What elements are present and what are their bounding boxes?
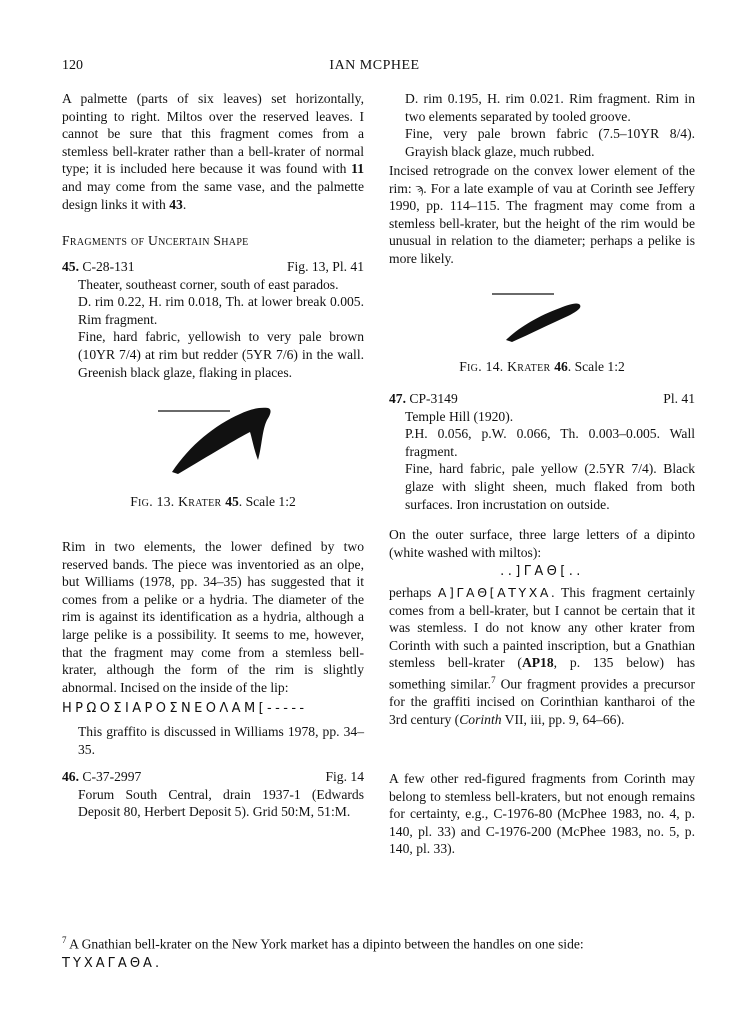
- restored-inscription: Α]ΓΑΘ[ΑΤΥΧΑ: [437, 585, 552, 600]
- graffito-note: This graffito is discussed in Williams 1978, pp. 34–35.: [78, 724, 364, 757]
- entry-number: 46.: [62, 769, 79, 784]
- entry-inventory: C-28-131: [79, 259, 135, 274]
- entry-number: 47.: [389, 391, 406, 406]
- entry-figref: Fig. 13, Pl. 41: [286, 259, 364, 274]
- fabric: Fine, hard fabric, yellowish to very pale brown (10YR 7/4) at rim but redder (5YR 7/6) in the wall. Greenish black glaze, flaking in places.: [78, 329, 364, 380]
- fabric: Fine, very pale brown fabric (7.5–10YR 8/4). Grayish black glaze, much rubbed.: [405, 126, 695, 159]
- entry-46-continued: [389, 90, 695, 160]
- figure-13-profile: [150, 400, 280, 475]
- final-paragraph: A few other red-figured fragments from Corinth may belong to stemless bell-kraters, but not enough remains for certainty, e.g., C-1976-80 (McPhee 1983, no. 4, p. 140, pl. 33) and C-1976-200 (McPhee 1983, no. 5, p. 140, pl. 33).: [389, 771, 695, 857]
- entry-46: [62, 768, 364, 821]
- footnote-number: 7: [62, 935, 67, 945]
- figure-14-profile: [488, 288, 598, 348]
- entry-number: 45.: [62, 259, 79, 274]
- rim-paragraph: Rim in two elements, the lower defined by two reserved bands. The piece was inventoried as an olpe, but Williams (1978, pp. 34–35) has suggested that it comes from a pelike or a hydria. The diameter of the rim is against its identification as a hydria, although a large pelike is a possibility. It seems to me, however, that the fragment may come from a stemless bell-krater, although the form of the rim is slightly abnormal. Incised on the inside of the lip:: [62, 539, 364, 695]
- perhaps-paragraph: perhaps Α]ΓΑΘ[ΑΤΥΧΑ. This fragment certainly comes from a bell-krater, but I cannot be certain that it was stemless. I do not know any other krater from Corinth with such a painted inscription, but a Gnathian stemless bell-krater (AP18, p. 135 below) has something similar.$^7$ Our fragment provides a precursor for the graffiti incised on Corinthian kantharoi of the 3rd century (Corinth VII, iii, pp. 9, 64–66).: [389, 585, 695, 727]
- findspot: Theater, southeast corner, south of east parados.: [78, 276, 339, 292]
- entry-figref: Pl. 41: [663, 391, 695, 406]
- entry-inventory: CP-3149: [406, 391, 458, 406]
- footnote: $^7$ A Gnathian bell-krater on the New York market has a dipinto between the handles on one side: ΤΥΧΑΓΑΘΑ.: [62, 935, 584, 971]
- dimensions: D. rim 0.195, H. rim 0.021. Rim fragment. Rim in two elements separated by tooled groove.: [405, 91, 695, 124]
- page-number: 120: [62, 58, 83, 73]
- figure-14-caption: Fig. 14. Krater 46. Scale 1:2: [459, 359, 625, 374]
- entry-figref: Fig. 14: [325, 769, 364, 784]
- catalog-ref-ap18[interactable]: AP18: [521, 655, 554, 671]
- left-column: [62, 90, 364, 213]
- findspot: Forum South Central, drain 1937-1 (Edwards Deposit 80, Herbert Deposit 5). Grid 50:M, 51:M.: [78, 786, 364, 820]
- dipinto-text: ..]ΓΑΘ[..: [500, 564, 584, 579]
- findspot: Temple Hill (1920).: [405, 408, 514, 424]
- intro-paragraph: A palmette (parts of six leaves) set horizontally, pointing to right. Miltos over the reserved leaves. I cannot be sure that this fragment comes from a stemless bell-krater rather than a bell-krater of normal type; it is included here because it was found with 11 and may come from the same vase, and the palmette design links it with 43.: [62, 91, 364, 212]
- running-title: IAN MCPHEE: [329, 58, 420, 73]
- dimensions: D. rim 0.22, H. rim 0.018, Th. at lower break 0.005. Rim fragment.: [78, 294, 364, 327]
- figure-13-caption: Fig. 13. Krater 45. Scale 1:2: [130, 494, 296, 509]
- dipinto-paragraph: On the outer surface, three large letters of a dipinto (white washed with miltos):: [389, 527, 695, 560]
- section-heading: Fragments of Uncertain Shape: [62, 233, 249, 248]
- entry-45: [62, 258, 364, 381]
- entry-47: [389, 390, 695, 513]
- footnote-greek: ΤΥΧΑΓΑΘΑ.: [62, 955, 163, 971]
- incised-paragraph: Incised retrograde on the convex lower element of the rim: ϡ. For a late example of vau at Corinth see Jeffery 1990, pp. 114–115. The fragment may come from a stemless bell-krater, but the height of the rim would be unusual in relation to the diameter; perhaps a pelike is more likely.: [389, 163, 695, 266]
- fabric: Fine, hard fabric, pale yellow (2.5YR 7/4). Black glaze with slight sheen, much flaked from both surfaces. Iron incrustation on outside.: [405, 461, 695, 512]
- footnote-marker[interactable]: 7: [491, 674, 496, 685]
- greek-graffito: ΗΡΩΟΣΙΑΡΟΣΝΕΟΛΑΜ[-----: [62, 701, 308, 716]
- entry-inventory: C-37-2997: [79, 769, 142, 784]
- vau-glyph: ϡ: [415, 180, 424, 196]
- dimensions: P.H. 0.056, p.W. 0.066, Th. 0.003–0.005. Wall fragment.: [405, 426, 695, 459]
